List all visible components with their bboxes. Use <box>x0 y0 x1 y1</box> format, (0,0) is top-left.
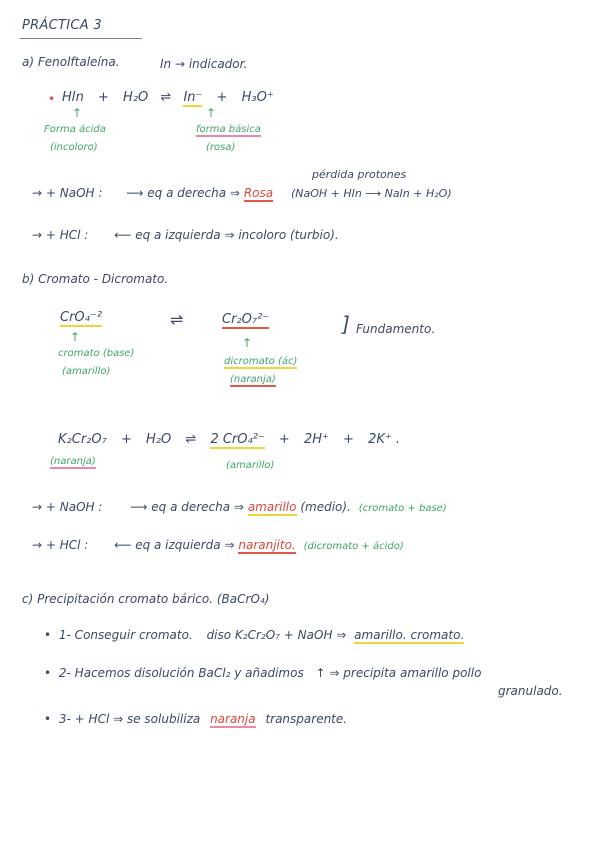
acid-color: (incoloro) <box>50 142 98 153</box>
step1-label: 1- Conseguir cromato. <box>58 628 193 642</box>
bullet: • <box>48 92 56 106</box>
naoh-annotation: pérdida protones <box>312 168 407 181</box>
step3-end: transparente. <box>265 712 348 726</box>
title-underline <box>20 38 142 39</box>
section-a-note: In → indicador. <box>160 57 248 71</box>
hcl-result: naranjito. <box>238 538 296 552</box>
step2-text: ↑ ⇒ precipita amarillo pollo <box>315 666 482 680</box>
naoh-line-a <box>32 186 452 200</box>
bullet: • <box>44 712 52 726</box>
naoh-result: amarillo <box>247 500 297 514</box>
step2-label: 2- Hacemos disolución BaCl₂ y añadimos <box>58 666 304 680</box>
naoh-text: ⟶ eq a derecha ⇒ <box>130 500 244 514</box>
cb-arrow: ⇌ <box>170 310 184 329</box>
eq-cro4: 2 CrO₄²⁻ <box>210 432 265 447</box>
eq-water: H₂O <box>146 432 172 447</box>
eq-arrow: ⇌ <box>185 432 197 447</box>
naoh-label: → + NaOH : <box>32 186 103 200</box>
eq-plus: + <box>343 432 354 447</box>
eq-in: In⁻ <box>183 90 203 105</box>
hcl-label: → + HCl : <box>32 228 89 242</box>
eq-hydronium: H₃O⁺ <box>241 90 274 105</box>
naoh-text: ⟶ eq a derecha ⇒ <box>126 186 240 200</box>
acid-arrow: ↑ <box>72 106 83 120</box>
naoh-detail: (NaOH + HIn ⟶ NaIn + H₂O) <box>290 187 452 200</box>
section-c-heading: c) Precipitación cromato bárico. (BaCrO₄) <box>22 592 270 606</box>
basic-arrow: ↑ <box>206 106 217 120</box>
acid-form: Forma ácida <box>44 124 106 135</box>
step2-cont: granulado. <box>498 684 563 698</box>
eq-hin: HIn <box>62 90 84 105</box>
step3-result: naranja <box>210 712 256 726</box>
hcl-line-b <box>32 538 404 552</box>
naoh-note: (cromato + base) <box>358 503 447 514</box>
bullet: • <box>44 628 52 642</box>
right-color: (amarillo) <box>226 460 275 471</box>
hcl-text: ⟵ eq a izquierda ⇒ <box>114 538 235 552</box>
step3 <box>44 712 347 726</box>
eq-h: 2H⁺ <box>303 432 329 447</box>
hcl-line-a <box>32 228 339 242</box>
eq-plus: + <box>278 432 290 447</box>
cro4-formula: CrO₄⁻² <box>60 310 102 325</box>
step1 <box>44 628 464 642</box>
cromato-arrow: ↑ <box>70 330 81 344</box>
naoh-detail: (medio). <box>300 500 351 514</box>
fundamento-label: Fundamento. <box>356 322 436 336</box>
cromato-color: (amarillo) <box>62 366 111 377</box>
hcl-label: → + HCl : <box>32 538 89 552</box>
fundamento-bracket: ] <box>342 312 350 336</box>
step1-text: diso K₂Cr₂O₇ + NaOH ⇒ <box>206 628 347 642</box>
step1-result: amarillo. cromato. <box>354 628 465 642</box>
naoh-result: Rosa <box>243 186 274 200</box>
section-a-heading: a) Fenolftaleína. <box>22 55 120 69</box>
eq-plus: + <box>120 432 132 447</box>
equation-b <box>58 432 400 447</box>
eq-plus: + <box>98 90 109 105</box>
step2 <box>44 666 481 680</box>
cromato-label: cromato (base) <box>58 348 135 359</box>
eq-k2cr2o7: K₂Cr₂O₇ <box>58 432 107 447</box>
eq-k: 2K⁺ . <box>368 432 401 447</box>
left-color: (naranja) <box>50 456 96 467</box>
dicromato-label: dicromato (ác) <box>224 356 298 367</box>
naoh-line-b <box>32 500 447 514</box>
page-title: PRÁCTICA 3 <box>22 18 102 33</box>
bullet: • <box>44 666 52 680</box>
step3-label: 3- + HCl ⇒ se solubiliza <box>58 712 201 726</box>
eq-water: H₂O <box>123 90 149 105</box>
equation-a <box>62 90 274 105</box>
naoh-label: → + NaOH : <box>32 500 103 514</box>
basic-color: (rosa) <box>206 142 236 153</box>
cr2o7-formula: Cr₂O₇²⁻ <box>222 312 270 327</box>
dicromato-color: (naranja) <box>230 374 276 385</box>
basic-form: forma básica <box>196 124 261 135</box>
eq-plus: + <box>216 90 228 105</box>
hcl-text: ⟵ eq a izquierda ⇒ incoloro (turbio). <box>114 228 339 242</box>
dicromato-arrow: ↑ <box>242 336 253 350</box>
eq-arrow: ⇌ <box>160 90 172 105</box>
section-b-heading: b) Cromato - Dicromato. <box>22 272 169 286</box>
hcl-note: (dicromato + ácido) <box>303 541 404 552</box>
